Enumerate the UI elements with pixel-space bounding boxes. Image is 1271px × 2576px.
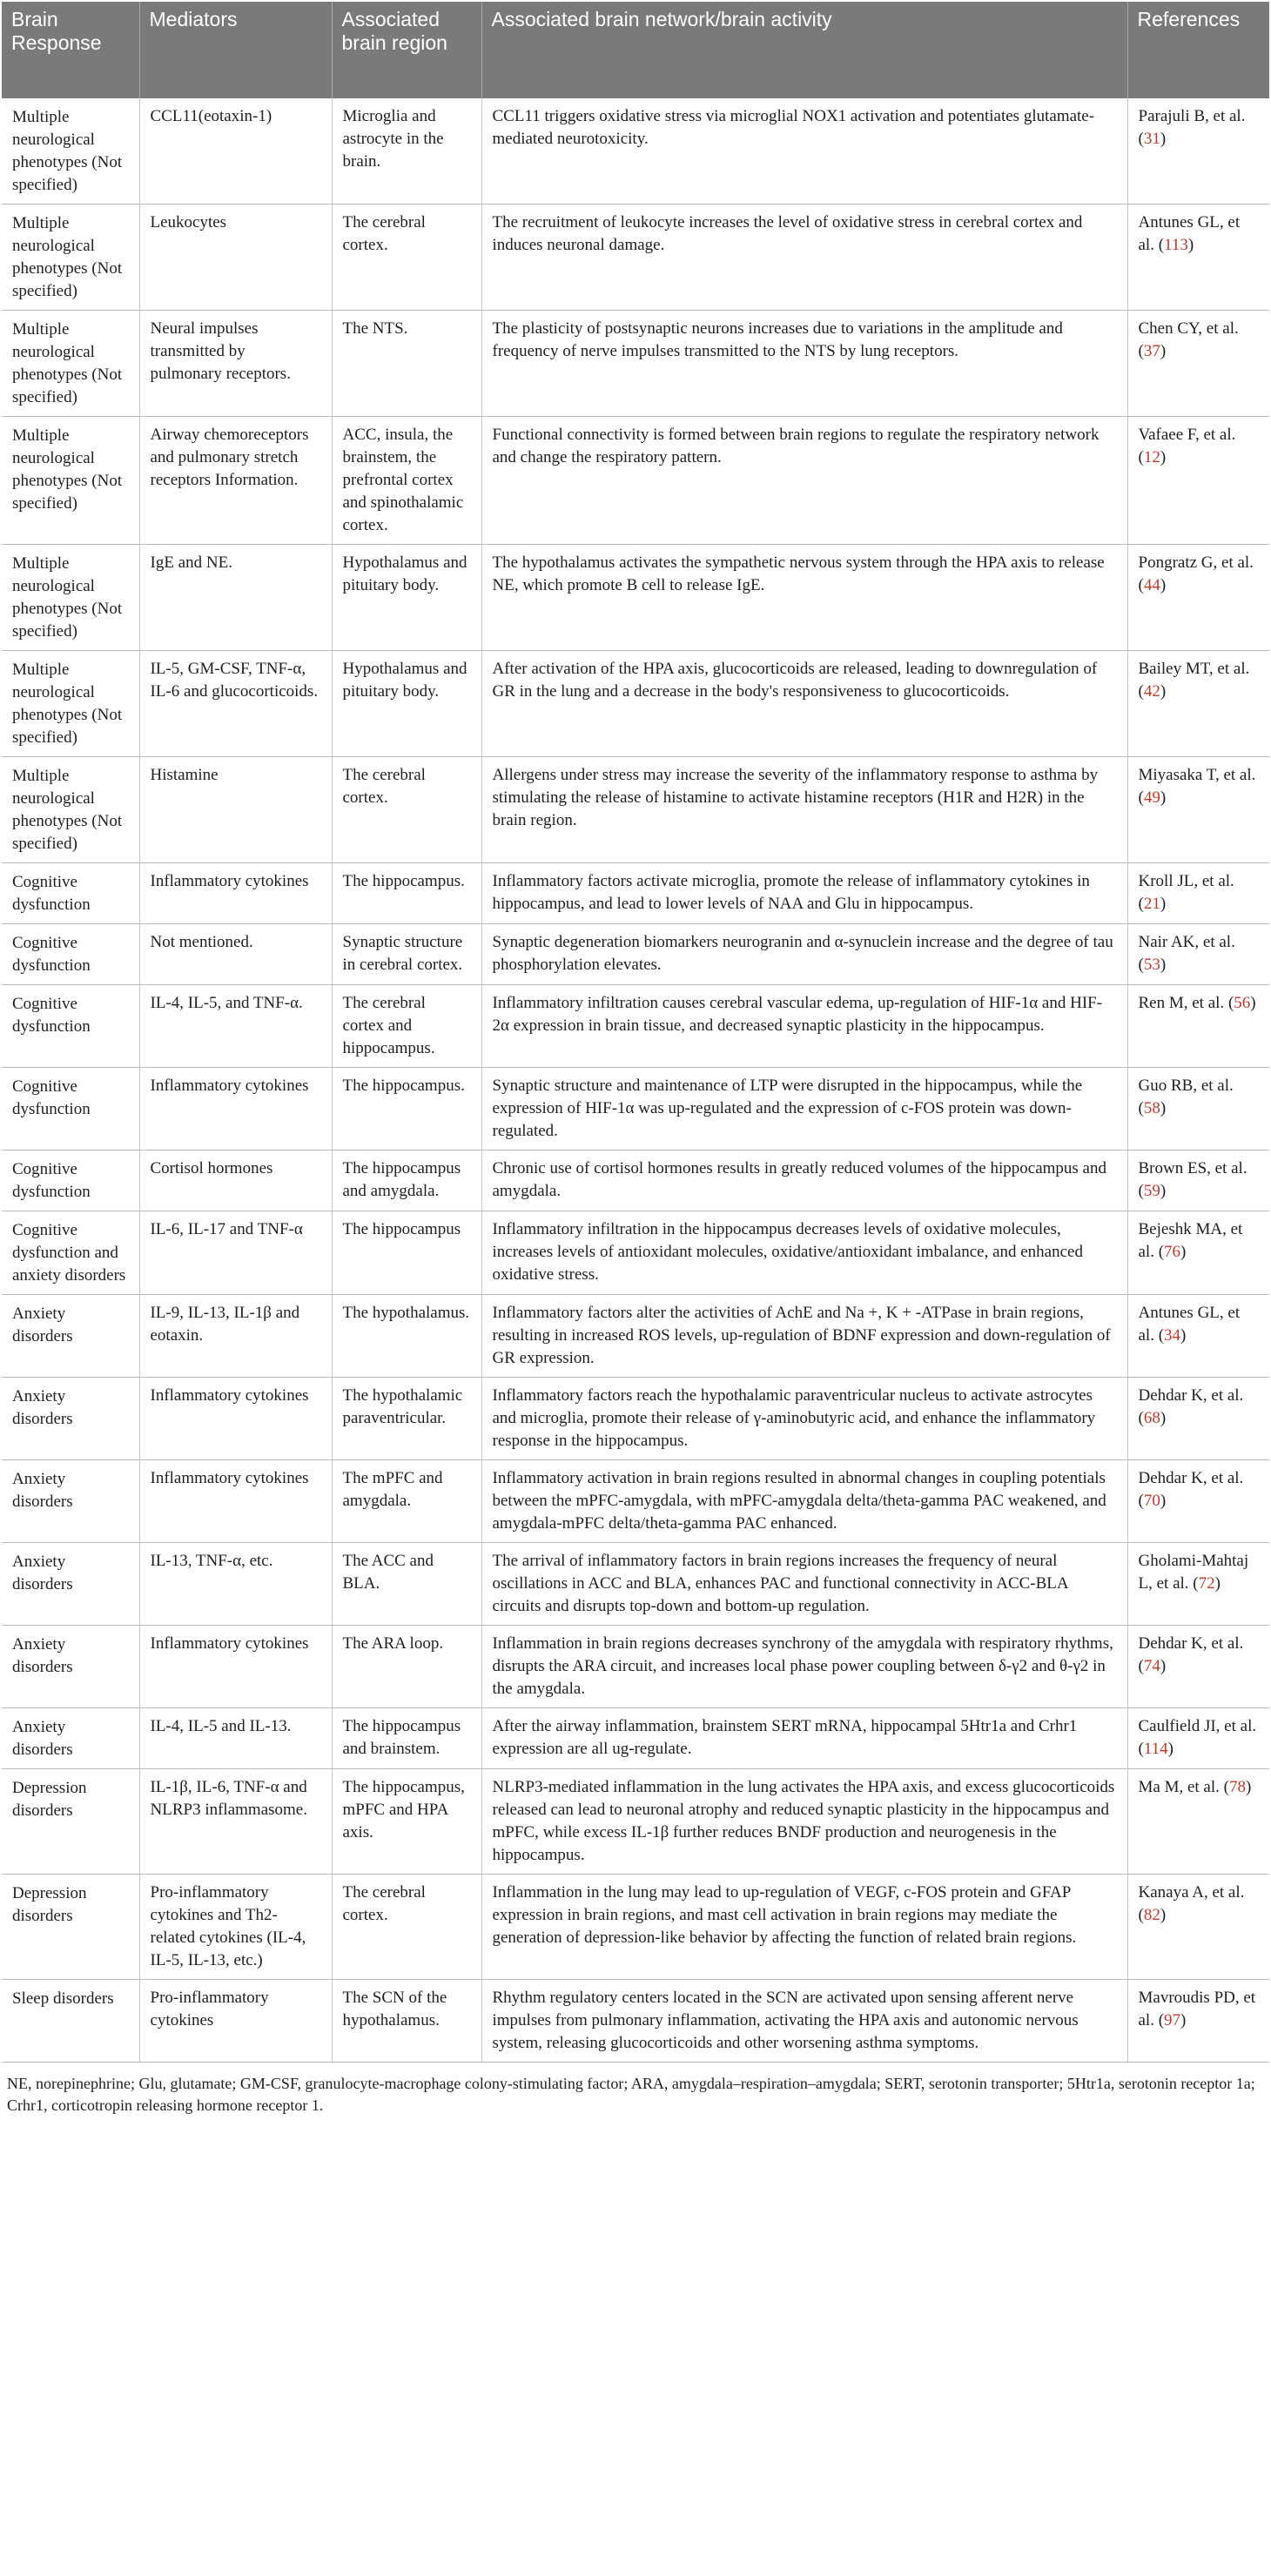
- cell-mediators: Inflammatory cytokines: [139, 863, 332, 924]
- cell-brain-region: The SCN of the hypothalamus.: [332, 1980, 481, 2063]
- cell-mediators: Cortisol hormones: [139, 1150, 332, 1211]
- cell-brain-network: Inflammatory infiltration causes cerebral vascular edema, up-regulation of HIF-1α and HIF-2α expression in brain tissue, and decreased synaptic plasticity in the hippocampus.: [481, 985, 1127, 1068]
- cell-brain-network: The recruitment of leukocyte increases the level of oxidative stress in cerebral cortex and induces neuronal damage.: [481, 205, 1127, 311]
- table-row: [2, 1543, 1269, 1626]
- reference-number-link[interactable]: 70: [1143, 1492, 1160, 1510]
- cell-mediators: IL-9, IL-13, IL-1β and eotaxin.: [139, 1295, 332, 1378]
- cell-mediators: Inflammatory cytokines: [139, 1068, 332, 1150]
- cell-brain-network: Inflammatory factors reach the hypothalamic paraventricular nucleus to activate astrocytes and microglia, promote their release of γ-aminobutyric acid, and enhance the inflammatory response in the hippocampus.: [481, 1378, 1127, 1460]
- reference-author: Chen CY, et al.: [1138, 319, 1239, 338]
- reference-author: Miyasaka T, et al.: [1138, 766, 1256, 784]
- cell-mediators: Leukocytes: [139, 205, 332, 311]
- reference-number-link[interactable]: 44: [1143, 576, 1160, 594]
- reference-author: Gholami-Mahtaj L, et al.: [1138, 1552, 1249, 1593]
- table-row: [2, 205, 1269, 311]
- cell-mediators: IL-1β, IL-6, TNF-α and NLRP3 inflammasome.: [139, 1769, 332, 1875]
- cell-brain-response: Anxiety disorders: [2, 1626, 139, 1708]
- cell-reference: Kroll JL, et al. (21): [1127, 863, 1269, 924]
- reference-number-link[interactable]: 37: [1143, 342, 1160, 360]
- reference-author: Mavroudis PD, et al.: [1138, 1989, 1256, 2029]
- table-row: [2, 924, 1269, 985]
- cell-brain-response: Multiple neurological phenotypes (Not specified): [2, 205, 139, 311]
- cell-brain-region: The hippocampus, mPFC and HPA axis.: [332, 1769, 481, 1875]
- reference-author: Bejeshk MA, et al.: [1138, 1220, 1243, 1261]
- cell-brain-response: Multiple neurological phenotypes (Not specified): [2, 311, 139, 417]
- cell-brain-region: The mPFC and amygdala.: [332, 1460, 481, 1543]
- table-row: [2, 1980, 1269, 2063]
- cell-brain-response: Multiple neurological phenotypes (Not specified): [2, 757, 139, 863]
- reference-author: Dehdar K, et al.: [1138, 1469, 1244, 1487]
- reference-number-link[interactable]: 42: [1143, 682, 1160, 701]
- reference-author: Brown ES, et al.: [1138, 1159, 1247, 1177]
- cell-reference: Dehdar K, et al. (68): [1127, 1378, 1269, 1460]
- reference-author: Parajuli B, et al.: [1138, 107, 1246, 125]
- cell-reference: Dehdar K, et al. (70): [1127, 1460, 1269, 1543]
- cell-brain-response: Multiple neurological phenotypes (Not specified): [2, 545, 139, 651]
- table-row: [2, 1211, 1269, 1295]
- brain-response-table: [2, 2, 1269, 2063]
- header-brain-network: Associated brain network/brain activity: [481, 2, 1127, 98]
- table-row: [2, 1769, 1269, 1875]
- cell-brain-response: Anxiety disorders: [2, 1378, 139, 1460]
- reference-author: Kroll JL, et al.: [1138, 872, 1234, 890]
- cell-brain-response: Anxiety disorders: [2, 1708, 139, 1769]
- cell-brain-region: Hypothalamus and pituitary body.: [332, 651, 481, 757]
- cell-brain-response: Cognitive dysfunction: [2, 985, 139, 1068]
- cell-brain-region: The cerebral cortex.: [332, 1875, 481, 1980]
- cell-reference: Miyasaka T, et al. (49): [1127, 757, 1269, 863]
- table-row: [2, 757, 1269, 863]
- cell-brain-network: After the airway inflammation, brainstem SERT mRNA, hippocampal 5Htr1a and Crhr1 expression are all ug-regulate.: [481, 1708, 1127, 1769]
- reference-number-link[interactable]: 58: [1143, 1099, 1160, 1117]
- cell-brain-region: The hypothalamic paraventricular.: [332, 1378, 481, 1460]
- cell-mediators: Pro-inflammatory cytokines and Th2-related cytokines (IL-4, IL-5, IL-13, etc.): [139, 1875, 332, 1980]
- reference-author: Ma M, et al.: [1138, 1778, 1220, 1796]
- reference-number-link[interactable]: 114: [1143, 1740, 1168, 1758]
- cell-mediators: Histamine: [139, 757, 332, 863]
- cell-brain-network: The plasticity of postsynaptic neurons increases due to variations in the amplitude and frequency of nerve impulses transmitted to the NTS by lung receptors.: [481, 311, 1127, 417]
- cell-brain-network: NLRP3-mediated inflammation in the lung activates the HPA axis, and excess glucocorticoids released can lead to neuronal atrophy and reduced synaptic plasticity in the hippocampus and mPFC, while excess IL-1β further reduces BNDF production and neurogenesis in the hippocampus.: [481, 1769, 1127, 1875]
- cell-brain-response: Multiple neurological phenotypes (Not specified): [2, 651, 139, 757]
- cell-mediators: Pro-inflammatory cytokines: [139, 1980, 332, 2063]
- reference-number-link[interactable]: 12: [1143, 448, 1160, 466]
- cell-reference: Dehdar K, et al. (74): [1127, 1626, 1269, 1708]
- cell-reference: Ma M, et al. (78): [1127, 1769, 1269, 1875]
- table-row: [2, 1626, 1269, 1708]
- cell-brain-response: Anxiety disorders: [2, 1543, 139, 1626]
- cell-reference: Parajuli B, et al. (31): [1127, 98, 1269, 205]
- cell-brain-network: Inflammatory infiltration in the hippocampus decreases levels of oxidative molecules, increases levels of antioxidant molecules, oxidative/antioxidant imbalance, and enhanced oxidative stress.: [481, 1211, 1127, 1295]
- table-row: [2, 651, 1269, 757]
- table-row: [2, 1150, 1269, 1211]
- cell-brain-region: The hippocampus.: [332, 863, 481, 924]
- cell-brain-region: Hypothalamus and pituitary body.: [332, 545, 481, 651]
- cell-brain-response: Multiple neurological phenotypes (Not specified): [2, 98, 139, 205]
- cell-brain-network: Inflammatory factors alter the activities of AchE and Na +, K + -ATPase in brain regions, resulting in increased ROS levels, up-regulation of BDNF expression and down-regulation of GR expression.: [481, 1295, 1127, 1378]
- cell-brain-network: Rhythm regulatory centers located in the SCN are activated upon sensing afferent nerve impulses from pulmonary inflammation, activating the HPA axis and autonomic nervous system, releasing glucocorticoids and other worsening asthma symptoms.: [481, 1980, 1127, 2063]
- table-row: [2, 863, 1269, 924]
- cell-mediators: Inflammatory cytokines: [139, 1626, 332, 1708]
- reference-number-link[interactable]: 56: [1234, 994, 1251, 1012]
- cell-brain-network: Inflammatory factors activate microglia, promote the release of inflammatory cytokines in hippocampus, and lead to lower levels of NAA and Glu in hippocampus.: [481, 863, 1127, 924]
- cell-reference: Gholami-Mahtaj L, et al. (72): [1127, 1543, 1269, 1626]
- reference-author: Kanaya A, et al.: [1138, 1883, 1245, 1902]
- cell-brain-region: The ACC and BLA.: [332, 1543, 481, 1626]
- reference-author: Dehdar K, et al.: [1138, 1634, 1244, 1653]
- cell-mediators: IL-5, GM-CSF, TNF-α, IL-6 and glucocorticoids.: [139, 651, 332, 757]
- cell-brain-region: The hypothalamus.: [332, 1295, 481, 1378]
- cell-brain-region: The hippocampus: [332, 1211, 481, 1295]
- cell-reference: Vafaee F, et al. (12): [1127, 417, 1269, 545]
- table-row: [2, 1460, 1269, 1543]
- cell-brain-response: Cognitive dysfunction: [2, 924, 139, 985]
- reference-author: Vafaee F, et al.: [1138, 426, 1236, 444]
- cell-mediators: Not mentioned.: [139, 924, 332, 985]
- cell-brain-network: Allergens under stress may increase the severity of the inflammatory response to asthma by stimulating the release of histamine to activate histamine receptors (H1R and H2R) in the brain region.: [481, 757, 1127, 863]
- reference-number-link[interactable]: 97: [1164, 2011, 1181, 2029]
- cell-mediators: Airway chemoreceptors and pulmonary stretch receptors Information.: [139, 417, 332, 545]
- reference-author: Dehdar K, et al.: [1138, 1386, 1244, 1405]
- cell-brain-response: Cognitive dysfunction: [2, 1150, 139, 1211]
- reference-author: Caulfield JI, et al.: [1138, 1717, 1257, 1735]
- cell-reference: Chen CY, et al. (37): [1127, 311, 1269, 417]
- cell-reference: Pongratz G, et al. (44): [1127, 545, 1269, 651]
- cell-brain-network: Inflammatory activation in brain regions resulted in abnormal changes in coupling potentials between the mPFC-amygdala, with mPFC-amygdala delta/theta-gamma PAC weakened, and amygdala-mPFC delta/theta-gamma PAC enhanced.: [481, 1460, 1127, 1543]
- reference-number-link[interactable]: 78: [1228, 1778, 1246, 1796]
- cell-brain-network: Inflammation in the lung may lead to up-regulation of VEGF, c-FOS protein and GFAP expression in brain regions, and mast cell activation in brain regions may mediate the generation of depression-like behavior by affecting the function of related brain regions.: [481, 1875, 1127, 1980]
- cell-reference: Guo RB, et al. (58): [1127, 1068, 1269, 1150]
- reference-number-link[interactable]: 113: [1164, 236, 1188, 254]
- table-row: [2, 1875, 1269, 1980]
- reference-author: Pongratz G, et al.: [1138, 553, 1254, 572]
- cell-mediators: IL-13, TNF-α, etc.: [139, 1543, 332, 1626]
- cell-mediators: IgE and NE.: [139, 545, 332, 651]
- cell-mediators: IL-4, IL-5 and IL-13.: [139, 1708, 332, 1769]
- reference-number-link[interactable]: 68: [1143, 1409, 1160, 1427]
- cell-reference: Brown ES, et al. (59): [1127, 1150, 1269, 1211]
- cell-brain-region: Synaptic structure in cerebral cortex.: [332, 924, 481, 985]
- reference-number-link[interactable]: 31: [1143, 130, 1160, 148]
- reference-number-link[interactable]: 72: [1198, 1574, 1215, 1593]
- cell-reference: Ren M, et al. (56): [1127, 985, 1269, 1068]
- cell-brain-response: Sleep disorders: [2, 1980, 139, 2063]
- cell-brain-response: Depression disorders: [2, 1769, 139, 1875]
- cell-reference: Bejeshk MA, et al. (76): [1127, 1211, 1269, 1295]
- cell-brain-region: The cerebral cortex.: [332, 205, 481, 311]
- reference-number-link[interactable]: 59: [1143, 1182, 1160, 1200]
- reference-number-link[interactable]: 74: [1143, 1657, 1160, 1675]
- reference-number-link[interactable]: 34: [1164, 1326, 1181, 1345]
- table-row: [2, 98, 1269, 205]
- cell-brain-region: The hippocampus and amygdala.: [332, 1150, 481, 1211]
- header-mediators: Mediators: [139, 2, 332, 98]
- cell-mediators: Inflammatory cytokines: [139, 1378, 332, 1460]
- table-row: [2, 1295, 1269, 1378]
- cell-brain-region: The cerebral cortex and hippocampus.: [332, 985, 481, 1068]
- cell-brain-network: After activation of the HPA axis, glucocorticoids are released, leading to downregulation of GR in the lung and a decrease in the body's responsiveness to glucocorticoids.: [481, 651, 1127, 757]
- cell-brain-network: CCL11 triggers oxidative stress via microglial NOX1 activation and potentiates glutamate-mediated neurotoxicity.: [481, 98, 1127, 205]
- cell-mediators: Neural impulses transmitted by pulmonary receptors.: [139, 311, 332, 417]
- table-row: [2, 545, 1269, 651]
- cell-brain-response: Cognitive dysfunction: [2, 1068, 139, 1150]
- cell-mediators: IL-6, IL-17 and TNF-α: [139, 1211, 332, 1295]
- table-row: [2, 985, 1269, 1068]
- cell-brain-region: The hippocampus and brainstem.: [332, 1708, 481, 1769]
- table-row: [2, 1068, 1269, 1150]
- table-row: [2, 1708, 1269, 1769]
- cell-reference: Antunes GL, et al. (34): [1127, 1295, 1269, 1378]
- reference-number-link[interactable]: 82: [1143, 1906, 1160, 1924]
- cell-reference: Nair AK, et al. (53): [1127, 924, 1269, 985]
- cell-brain-response: Multiple neurological phenotypes (Not specified): [2, 417, 139, 545]
- table-row: [2, 417, 1269, 545]
- cell-mediators: IL-4, IL-5, and TNF-α.: [139, 985, 332, 1068]
- cell-brain-response: Cognitive dysfunction: [2, 863, 139, 924]
- cell-reference: Bailey MT, et al. (42): [1127, 651, 1269, 757]
- cell-brain-region: The NTS.: [332, 311, 481, 417]
- reference-number-link[interactable]: 53: [1143, 956, 1160, 974]
- reference-author: Nair AK, et al.: [1138, 933, 1235, 951]
- cell-brain-response: Anxiety disorders: [2, 1460, 139, 1543]
- cell-brain-region: The hippocampus.: [332, 1068, 481, 1150]
- cell-brain-region: The cerebral cortex.: [332, 757, 481, 863]
- reference-author: Antunes GL, et al.: [1138, 1304, 1241, 1345]
- reference-author: Guo RB, et al.: [1138, 1077, 1234, 1095]
- cell-brain-region: The ARA loop.: [332, 1626, 481, 1708]
- cell-mediators: Inflammatory cytokines: [139, 1460, 332, 1543]
- cell-brain-network: Functional connectivity is formed between brain regions to regulate the respiratory network and change the respiratory pattern.: [481, 417, 1127, 545]
- reference-author: Antunes GL, et al.: [1138, 213, 1241, 254]
- reference-author: Bailey MT, et al.: [1138, 660, 1250, 678]
- header-brain-response: Brain Response: [2, 2, 139, 98]
- table-row: [2, 311, 1269, 417]
- cell-brain-response: Depression disorders: [2, 1875, 139, 1980]
- table-body: [2, 98, 1269, 2063]
- header-associated-region: Associated brain region: [332, 2, 481, 98]
- cell-brain-response: Cognitive dysfunction and anxiety disorders: [2, 1211, 139, 1295]
- cell-brain-network: The hypothalamus activates the sympathetic nervous system through the HPA axis to release NE, which promote B cell to release IgE.: [481, 545, 1127, 651]
- reference-author: Ren M, et al.: [1138, 994, 1225, 1012]
- reference-number-link[interactable]: 21: [1143, 895, 1160, 913]
- cell-mediators: CCL11(eotaxin-1): [139, 98, 332, 205]
- reference-number-link[interactable]: 49: [1143, 788, 1160, 807]
- cell-reference: Kanaya A, et al. (82): [1127, 1875, 1269, 1980]
- cell-reference: Antunes GL, et al. (113): [1127, 205, 1269, 311]
- cell-brain-region: ACC, insula, the brainstem, the prefrontal cortex and spinothalamic cortex.: [332, 417, 481, 545]
- cell-reference: Mavroudis PD, et al. (97): [1127, 1980, 1269, 2063]
- cell-brain-network: Synaptic degeneration biomarkers neurogranin and α-synuclein increase and the degree of tau phosphorylation elevates.: [481, 924, 1127, 985]
- cell-brain-region: Microglia and astrocyte in the brain.: [332, 98, 481, 205]
- header-references: References: [1127, 2, 1269, 98]
- reference-number-link[interactable]: 76: [1164, 1243, 1181, 1261]
- cell-brain-network: Chronic use of cortisol hormones results in greatly reduced volumes of the hippocampus and amygdala.: [481, 1150, 1127, 1211]
- cell-brain-response: Anxiety disorders: [2, 1295, 139, 1378]
- cell-reference: Caulfield JI, et al. (114): [1127, 1708, 1269, 1769]
- cell-brain-network: The arrival of inflammatory factors in brain regions increases the frequency of neural oscillations in ACC and BLA, enhances PAC and functional connectivity in ACC-BLA circuits and disrupts top-down and bottom-up regulation.: [481, 1543, 1127, 1626]
- cell-brain-network: Inflammation in brain regions decreases synchrony of the amygdala with respiratory rhythms, disrupts the ARA circuit, and increases local phase power coupling between δ-γ2 and θ-γ2 in the amygdala.: [481, 1626, 1127, 1708]
- header-row: [2, 2, 1269, 98]
- cell-brain-network: Synaptic structure and maintenance of LTP were disrupted in the hippocampus, while the expression of HIF-1α was up-regulated and the expression of c-FOS protein was down-regulated.: [481, 1068, 1127, 1150]
- table-header: [2, 2, 1269, 98]
- table-row: [2, 1378, 1269, 1460]
- table-footnote: NE, norepinephrine; Glu, glutamate; GM-CSF, granulocyte-macrophage colony-stimulating factor; ARA, amygdala–respiration–amygdala; SERT, serotonin transporter; 5Htr1a, serotonin receptor 1a; Crhr1, corticotropin releasing hormone receptor 1.: [7, 2075, 1255, 2114]
